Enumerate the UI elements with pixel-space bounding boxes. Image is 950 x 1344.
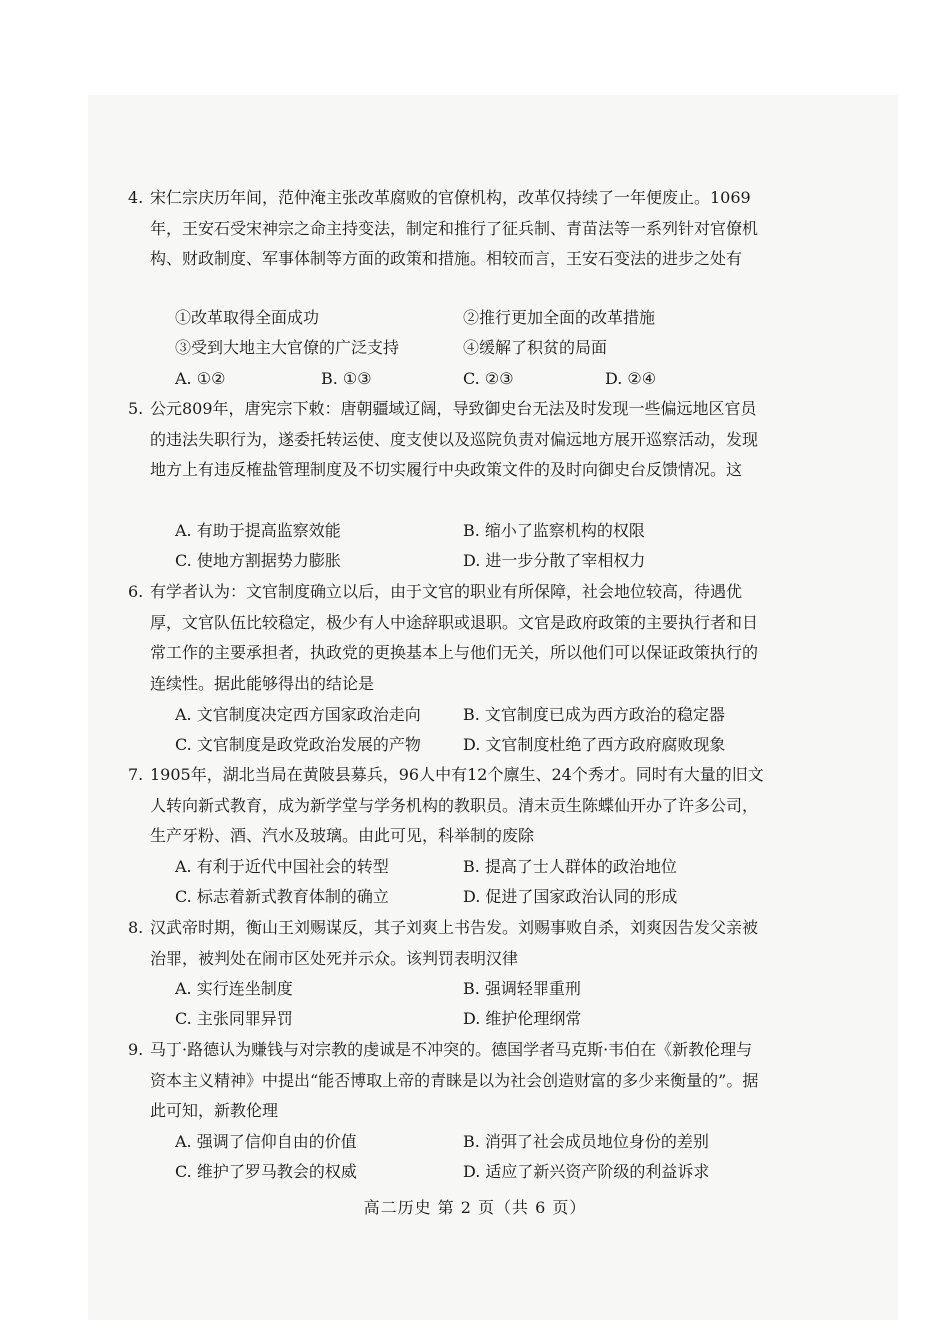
option-c: C. 标志着新式教育体制的确立 (175, 887, 389, 906)
question-number: 7. (128, 765, 144, 784)
option-b: B. 文官制度已成为西方政治的稳定器 (463, 705, 725, 724)
option-row (175, 546, 775, 576)
question-number: 5. (128, 399, 144, 418)
option-a: A. 有利于近代中国社会的转型 (175, 857, 389, 876)
statement-item: ②推行更加全面的改革措施 (463, 308, 656, 327)
question-stem: 有学者认为：文官制度确立以后，由于文官的职业有所保障，社会地位较高，待遇优厚，文官队伍比较稳定，极少有人中途辞职或退职。文官是政府政策的主要执行者和日常工作的主要承担者，执政党的更换基本上与他们无关，所以他们可以保证政策执行的连续性。据此能够得出的结论是 (150, 582, 759, 694)
option-row (175, 882, 775, 912)
option-row (175, 974, 775, 1004)
option-a: A. 实行连坐制度 (175, 979, 293, 998)
statement-item: ④缓解了积贫的局面 (463, 338, 608, 357)
option-b: B. ①③ (321, 369, 372, 388)
question-9 (128, 1035, 765, 1127)
option-a: A. 强调了信仰自由的价值 (175, 1132, 357, 1151)
statement-row (175, 303, 775, 333)
option-row (175, 1157, 775, 1187)
option-c: C. 文官制度是政党政治发展的产物 (175, 735, 421, 754)
option-c: C. 主张同罪异罚 (175, 1009, 293, 1028)
statement-row (175, 333, 775, 363)
question-8 (128, 913, 765, 974)
option-c: C. ②③ (463, 369, 514, 388)
option-c: C. 使地方割据势力膨胀 (175, 551, 341, 570)
question-number: 4. (128, 188, 144, 207)
option-row (175, 1004, 775, 1034)
question-5 (128, 394, 765, 486)
question-stem: 公元809年，唐宪宗下敕：唐朝疆域辽阔，导致御史台无法及时发现一些偏远地区官员的违法失职行为，遂委托转运使、度支使以及巡院负责对偏远地方展开巡察活动，发现地方上有违反榷盐管理制度及不切实履行中央政策文件的及时向御史台反馈情况。这 (150, 399, 759, 480)
option-d: D. 维护伦理纲常 (463, 1009, 582, 1028)
statement-item: ③受到大地主大官僚的广泛支持 (175, 338, 400, 357)
option-b: B. 提高了士人群体的政治地位 (463, 857, 677, 876)
option-d: D. 促进了国家政治认同的形成 (463, 887, 678, 906)
question-number: 9. (128, 1040, 144, 1059)
question-number: 8. (128, 918, 144, 937)
option-b: B. 强调轻罪重刑 (463, 979, 581, 998)
option-a: A. 有助于提高监察效能 (175, 521, 341, 540)
option-c: C. 维护了罗马教会的权威 (175, 1162, 357, 1181)
option-row (175, 1127, 775, 1157)
question-4 (128, 183, 765, 275)
option-d: D. 文官制度杜绝了西方政府腐败现象 (463, 735, 726, 754)
option-row (175, 516, 775, 546)
question-stem: 1905年，湖北当局在黄陂县募兵，96人中有12个廪生、24个秀才。同时有大量的旧文人转向新式教育，成为新学堂与学务机构的教职员。清末贡生陈蝶仙开办了许多公司，生产牙粉、酒、汽水及玻璃。由此可见，科举制的废除 (150, 765, 764, 846)
option-d: D. ②④ (605, 369, 657, 388)
option-a: A. 文官制度决定西方国家政治走向 (175, 705, 421, 724)
option-a: A. ①② (175, 369, 226, 388)
page-footer: 高二历史 第 2 页（共 6 页） (363, 1198, 587, 1217)
option-row (175, 364, 775, 394)
statement-item: ①改革取得全面成功 (175, 308, 320, 327)
option-d: D. 进一步分散了宰相权力 (463, 551, 646, 570)
option-row (175, 730, 775, 760)
option-b: B. 消弭了社会成员地位身份的差别 (463, 1132, 709, 1151)
option-b: B. 缩小了监察机构的权限 (463, 521, 645, 540)
option-row (175, 852, 775, 882)
question-stem: 马丁·路德认为赚钱与对宗教的虔诚是不冲突的。德国学者马克斯·韦伯在《新教伦理与资本主义精神》中提出“能否博取上帝的青睐是以为社会创造财富的多少来衡量的”。据此可知，新教伦理 (150, 1040, 759, 1121)
question-stem: 汉武帝时期，衡山王刘赐谋反，其子刘爽上书告发。刘赐事败自杀，刘爽因告发父亲被治罪，被判处在闹市区处死并示众。该判罚表明汉律 (150, 918, 759, 968)
option-row (175, 700, 775, 730)
question-number: 6. (128, 582, 144, 601)
question-7 (128, 760, 765, 852)
question-stem: 宋仁宗庆历年间，范仲淹主张改革腐败的官僚机构，改革仅持续了一年便废止。1069年，王安石受宋神宗之命主持变法，制定和推行了征兵制、青苗法等一系列针对官僚机构、财政制度、军事体制等方面的政策和措施。相较而言，王安石变法的进步之处有 (150, 188, 759, 269)
question-6 (128, 577, 765, 700)
option-d: D. 适应了新兴资产阶级的利益诉求 (463, 1162, 710, 1181)
